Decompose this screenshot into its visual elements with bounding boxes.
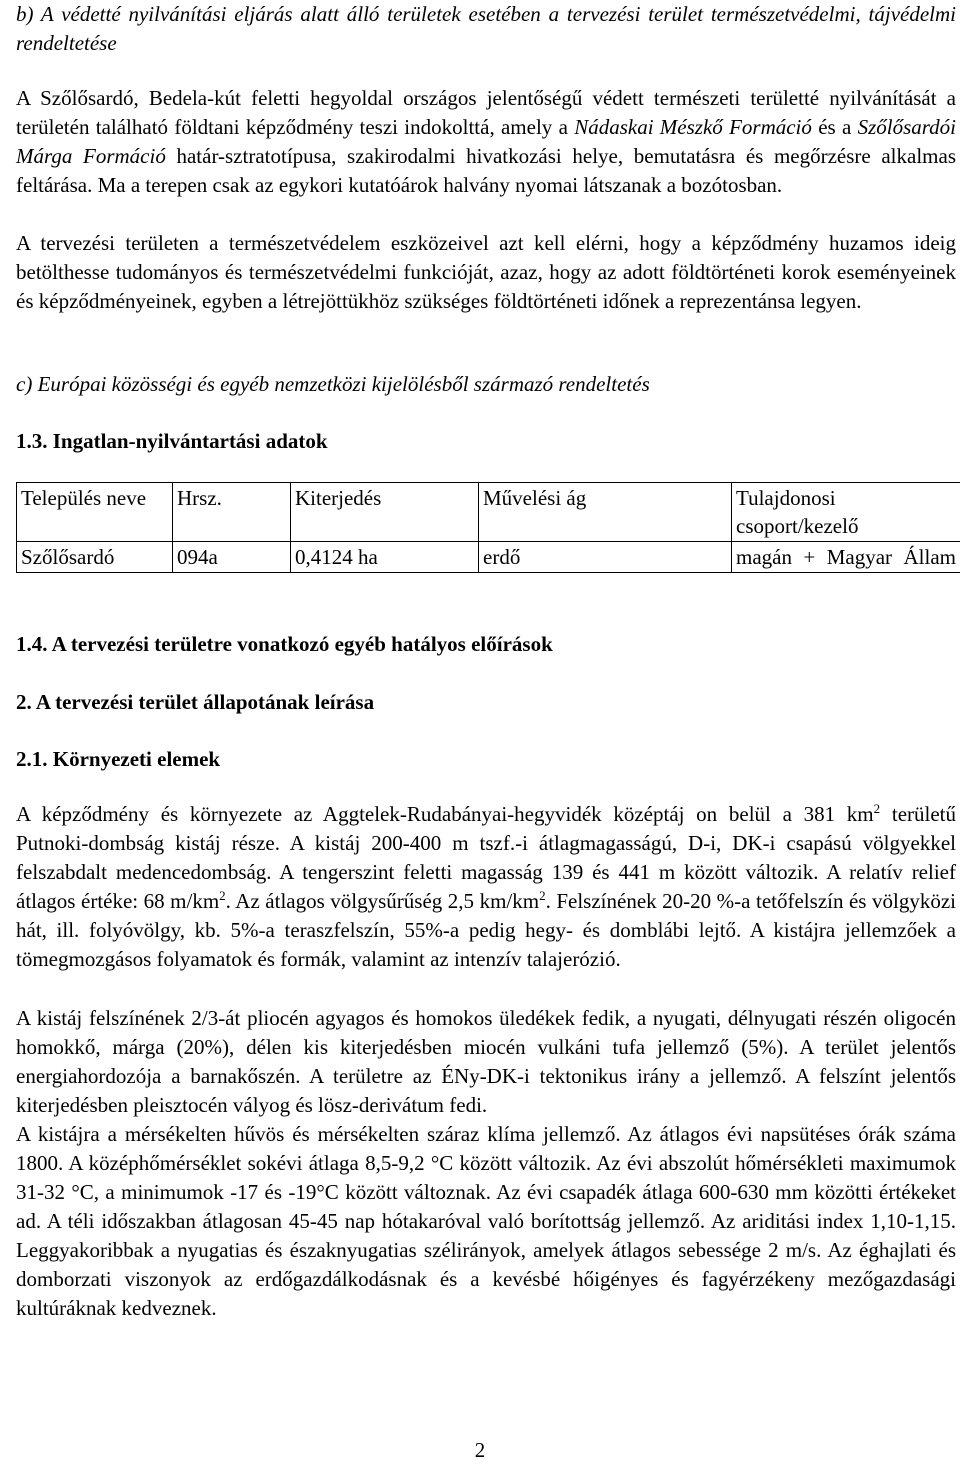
section-c-heading: c) Európai közösségi és egyéb nemzetközi kijelölésből származó rendeltetés [16, 370, 956, 399]
section-2-heading: 2. A tervezési terület állapotának leírása [16, 688, 956, 717]
section-2-1-paragraph-3: A kistájra a mérsékelten hűvös és mérsékelten száraz klíma jellemző. Az átlagos évi napsütéses órák száma 1800. A középhőmérséklet sokévi átlaga 8,5-9,2 °C között változik. Az évi abszolút hőmérsékleti maximumok 31-32 °C, a minimumok -17 és -19°C között változnak. Az évi csapadék átlaga 600-630 mm közötti értékeket ad. A téli időszakban átlagosan 45-45 nap hótakaróval való borítottság jellemző. Az ariditási index 1,10-1,15. Leggyakoribbak a nyugatias és északnyugatias szélirányok, amelyek átlagos sebessége 2 m/s. Az éghajlati és domborzati viszonyok az erdőgazdálkodásnak és a kevésbé hőigényes és fagyérzékeny mezőgazdasági kultúráknak kedveznek. [16, 1120, 956, 1323]
header-cell-tulajdonosi: Tulajdonosi csoport/kezelő [732, 483, 960, 542]
section-2-1-paragraph-1 [16, 800, 956, 974]
formation-name-szolosardoi: Szőlősardói Márga Formáció [16, 115, 956, 168]
formation-name-nadaskai: Nádaskai Mészkő Formáció [574, 115, 812, 139]
land-registry-table [16, 482, 960, 573]
cell-muvelesi-ag: erdő [479, 542, 732, 573]
text-run: határ-sztratotípusa, szakirodalmi hivatkozási helye, bemutatásra és megőrzésre alkalmas feltárása. Ma a terepen csak az egykori kutatóárok halvány nyomai látszanak a bozótosban. [16, 144, 956, 197]
superscript: 2 [539, 888, 546, 903]
page-number: 2 [0, 1436, 960, 1465]
section-2-1-paragraph-2: A kistáj felszínének 2/3-át pliocén agyagos és homokos üledékek fedik, a nyugati, délnyugati részén oligocén homokkő, márga (20%), délen kis kiterjedésben miocén vulkáni tufa jellemző (5%). A terület jelentős energiahordozója a barnakőszén. A területre az ÉNy-DK-i tektonikus irány a jellemző. A felszínt jelentős kiterjedésben pleisztocén vályog és lösz-derivátum fedi. [16, 1004, 956, 1120]
section-2-1-heading: 2.1. Környezeti elemek [16, 745, 956, 774]
text-run: A Szőlősardó, Bedela-kút feletti hegyoldal országos jelentőségű védett természeti területté nyilvánítását a területén található földtani képződmény teszi indokolttá, amely a [16, 86, 956, 139]
text-run: . Felszínének 20-20 %-a tetőfelszín és völgyközi hát, ill. folyóvölgy, kb. 5%-a teraszfelszín, 55%-a pedig hegy- és domblábi lejtő. A kistájra jellemzőek a tömegmozgásos folyamatok és formák, valamint az intenzív talajerózió. [16, 889, 956, 971]
section-b-paragraph-1 [16, 84, 956, 200]
text-run: területű Putnoki-dombság kistáj része. A kistáj 200-400 m tszf.-i átlagmagasságú, D-i, DK-i csapású völgyekkel felszabdalt medencedombság. A tengerszint feletti magasság 139 és 441 m között változik. A relatív relief átlagos értéke: 68 m/km [16, 802, 956, 913]
text-run: . Az átlagos völgysűrűség 2,5 km/km [226, 889, 539, 913]
header-cell-telepules: Település neve [17, 483, 173, 542]
cell-hrsz: 094a [173, 542, 291, 573]
cell-kiterjedes: 0,4124 ha [291, 542, 479, 573]
header-cell-kiterjedes: Kiterjedés [291, 483, 479, 542]
cell-tulajdonosi: magán + Magyar Állam [732, 542, 960, 573]
text-run: A képződmény és környezete az Aggtelek-Rudabányai-hegyvidék középtáj on belül a 381 km [16, 802, 874, 826]
section-b-paragraph-2: A tervezési területen a természetvédelem eszközeivel azt kell elérni, hogy a képződmény huzamos ideig betölthesse tudományos és természetvédelmi funkcióját, azaz, hogy az adott földtörténeti korok eseményeinek és képződményeinek, egyben a létrejöttükhöz szükséges földtörténeti időnek a reprezentánsa legyen. [16, 229, 956, 316]
section-1-3-heading: 1.3. Ingatlan-nyilvántartási adatok [16, 427, 956, 456]
table-row [17, 542, 960, 573]
cell-telepules: Szőlősardó [17, 542, 173, 573]
section-b-heading: b) A védetté nyilvánítási eljárás alatt álló területek esetében a tervezési terület természetvédelmi, tájvédelmi rendeltetése [16, 0, 956, 58]
superscript: 2 [219, 888, 226, 903]
superscript: 2 [874, 801, 881, 816]
text-run: és a [812, 115, 858, 139]
header-cell-muvelesi-ag: Művelési ág [479, 483, 732, 542]
section-1-4-heading: 1.4. A tervezési területre vonatkozó egyéb hatályos előírások [16, 630, 956, 659]
header-cell-hrsz: Hrsz. [173, 483, 291, 542]
table-header-row [17, 483, 960, 542]
